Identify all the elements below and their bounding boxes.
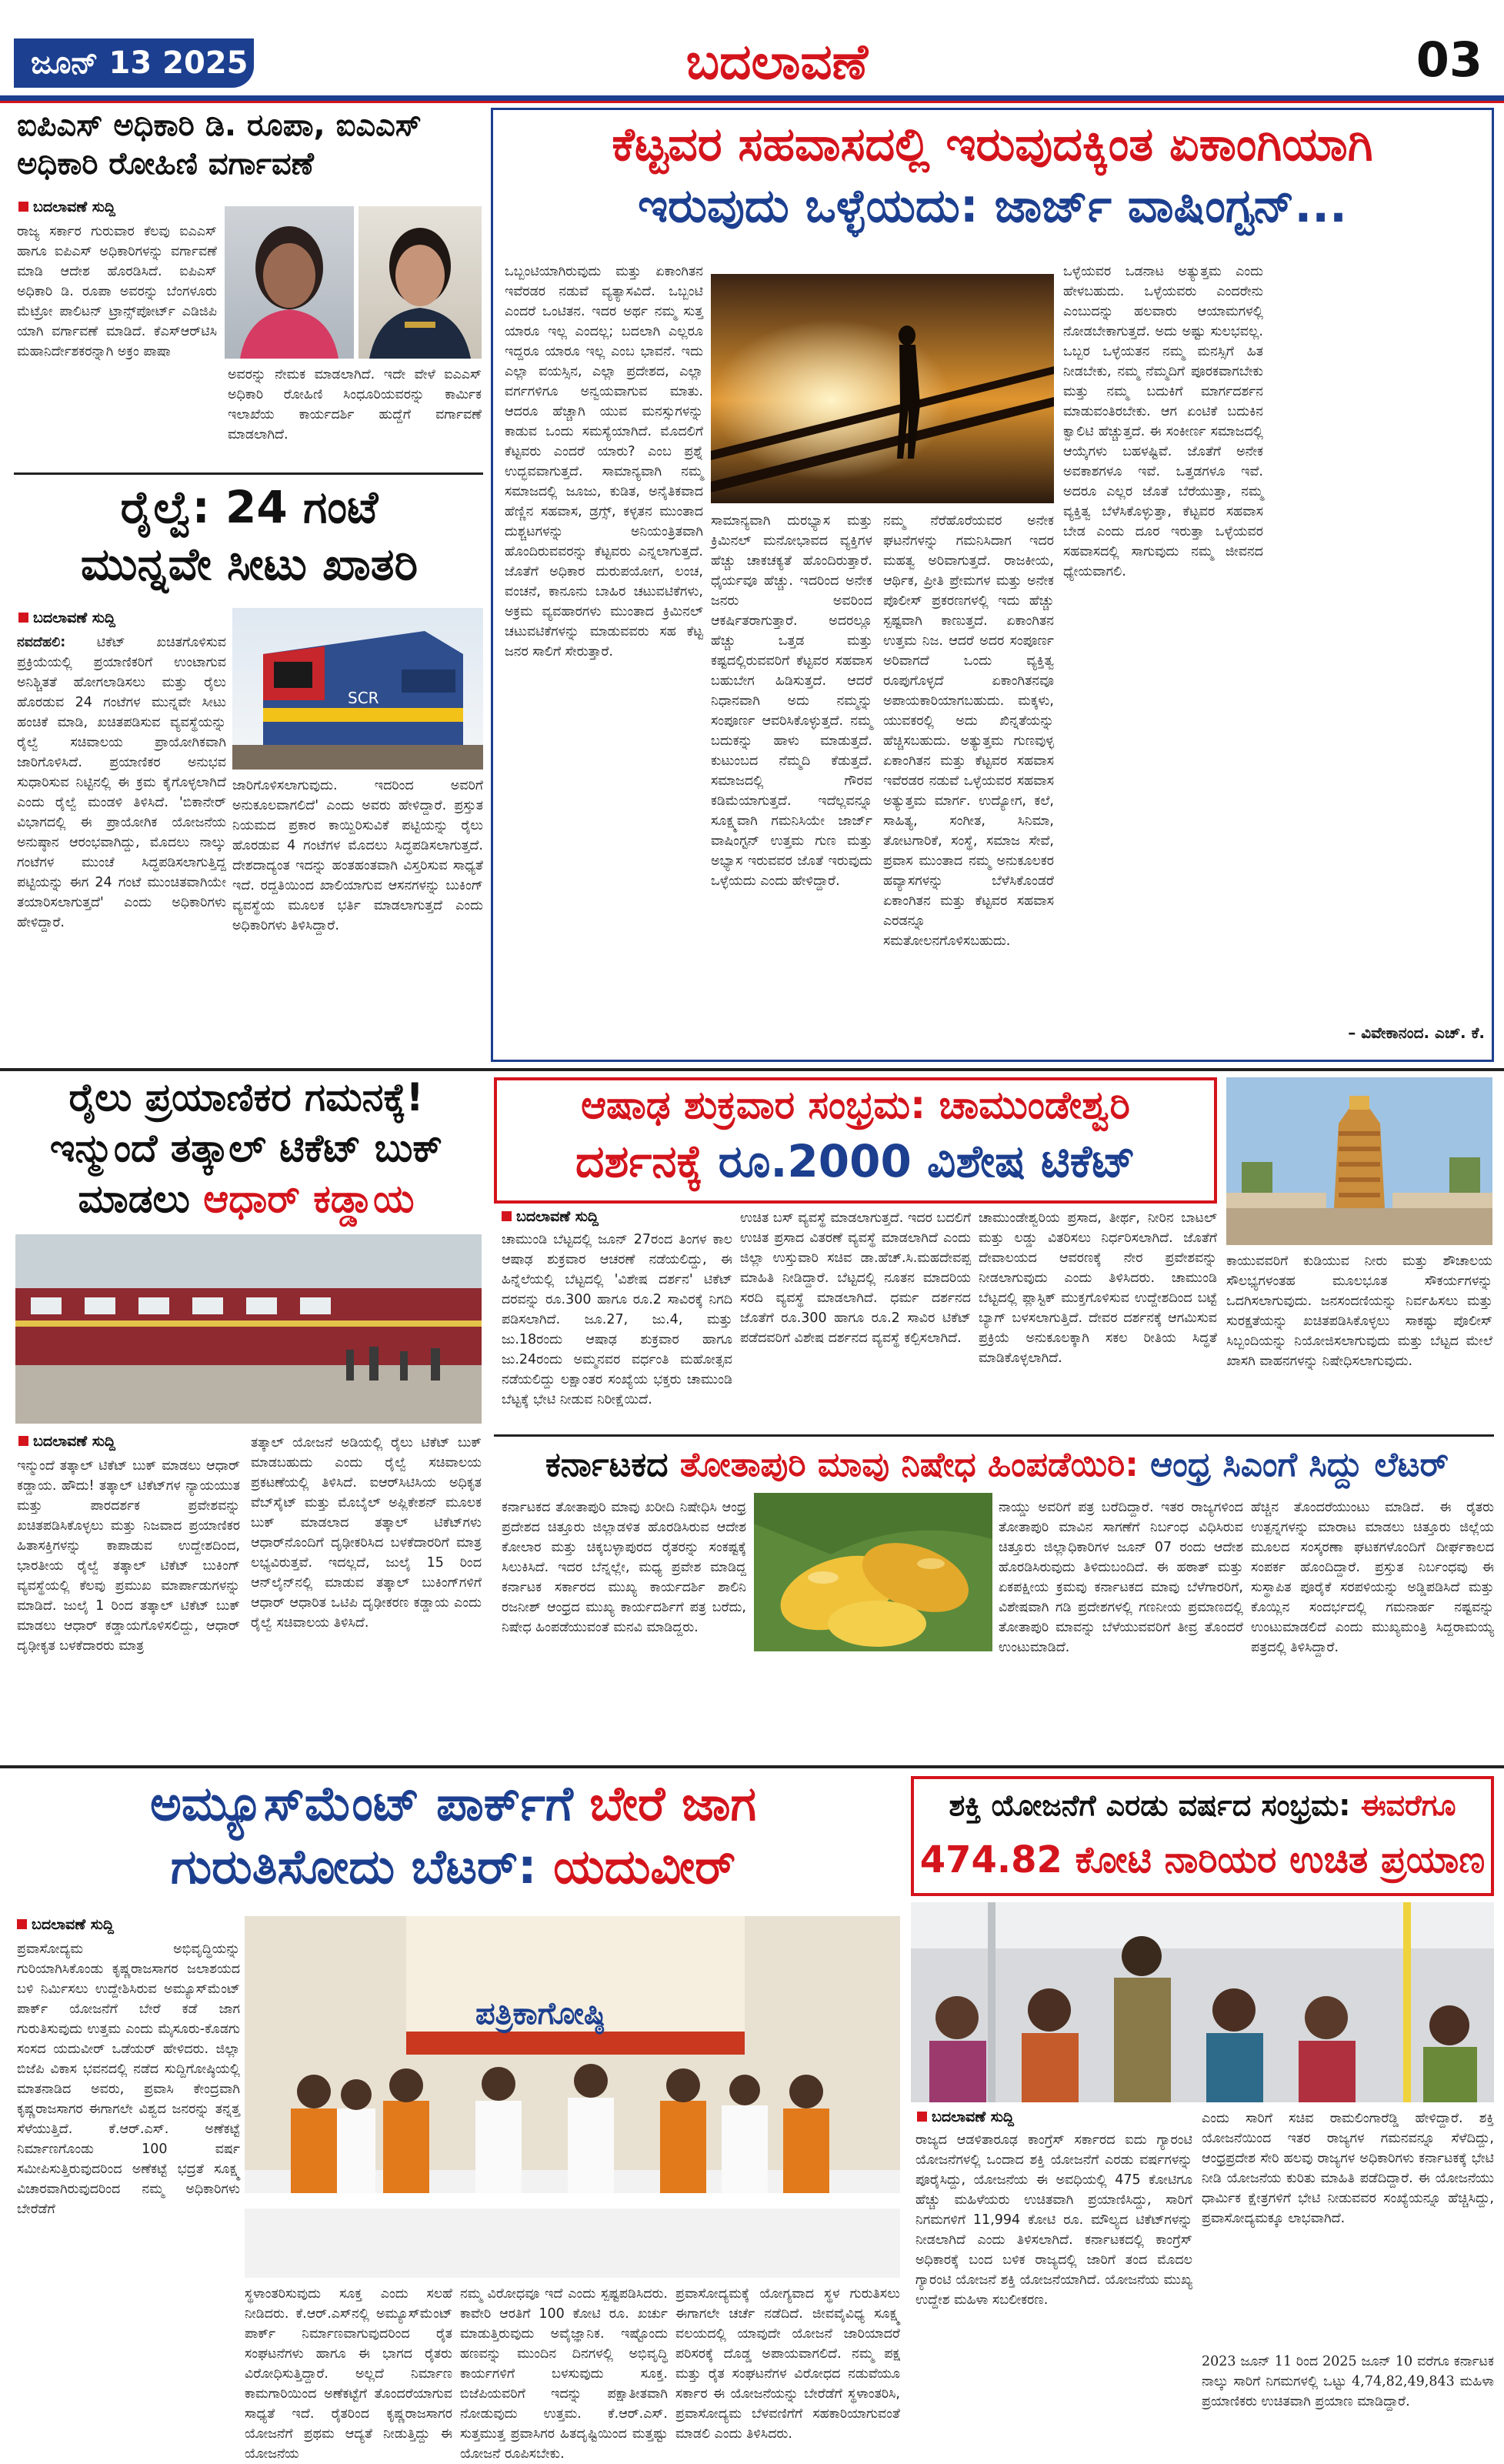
- photo-press-meet: [245, 1916, 900, 2278]
- story-tatkal-headline-3a: ಮಾಡಲು: [78, 1177, 190, 1221]
- story-shakti-byline: ಬದಲಾವಣೆ ಸುದ್ದಿ: [917, 2108, 1014, 2125]
- story-railway-dateline: ನವದೆಹಲಿ:: [17, 635, 66, 650]
- story-railway-headline-1: ರೈಲ್ವೆ: 24 ಗಂಟೆ: [120, 481, 379, 533]
- story-railway-byline: ಬದಲಾವಣೆ ಸುದ್ದಿ: [18, 609, 115, 626]
- issue-date: ಜೂನ್ 13 2025: [14, 38, 254, 88]
- story-yaduveer-headline-1: [11, 1776, 895, 1831]
- story-tatkal-byline: ಬದಲಾವಣೆ ಸುದ್ದಿ: [18, 1433, 115, 1450]
- story-washington-col-3: ನಮ್ಮ ನೆರೆಹೊರೆಯವರ ಅನೇಕ ಘಟನೆಗಳನ್ನು ಗಮನಿಸಿದಾಗ ಇದರ ಮಹತ್ವ ಅರಿವಾಗುತ್ತದೆ. ರಾಜಕೀಯ, ಆರ್ಥಿಕ, ಪ್ರೀತಿ ಪ್ರೇಮಗಳ ಮತ್ತು ಅನೇಕ ಪೊಲೀಸ್ ಪ್ರಕರಣಗಳಲ್ಲಿ ಇದು ಹೆಚ್ಚು ಸ್ಪಷ್ಟವಾಗಿ ಕಾಣುತ್ತದೆ. ಏಕಾಂಗಿತನ ಉತ್ತಮ ನಿಜ. ಆದರೆ ಅದರ ಸಂಪೂರ್ಣ ಅರಿವಾಗದೆ ಒಂದು ವ್ಯಕ್ತಿತ್ವ ರೂಪುಗೊಳ್ಳದೆ ಏಕಾಂಗಿತನವೂ ಅಪಾಯಕಾರಿಯಾಗಬಹುದು. ಮಕ್ಕಳು, ಯುವಕರಲ್ಲಿ ಅದು ಖಿನ್ನತೆಯನ್ನು ಹೆಚ್ಚಿಸಬಹುದು. ಅತ್ಯುತ್ತಮ ಗುಣವುಳ್ಳ ಏಕಾಂಗಿತನ ಮತ್ತು ಕೆಟ್ಟವರ ಸಹವಾಸ ಇವೆರಡರ ನಡುವೆ ಒಳ್ಳೆಯವರ ಸಹವಾಸ ಅತ್ಯುತ್ತಮ ಮಾರ್ಗ. ಉದ್ಯೋಗ, ಕಲೆ, ಸಾಹಿತ್ಯ, ಸಂಗೀತ, ಸಿನಿಮಾ, ತೋಟಗಾರಿಕೆ, ಸಂಸ್ಥೆ, ಸಮಾಜ ಸೇವೆ, ಪ್ರವಾಸ ಮುಂತಾದ ನಮ್ಮ ಅನುಕೂಲಕರ ಹವ್ಯಾಸಗಳನ್ನು ಬೆಳೆಸಿಕೊಂಡರೆ ಏಕಾಂಗಿತನ ಮತ್ತು ಕೆಟ್ಟವರ ಸಹವಾಸ ಎರಡನ್ನೂ ಸಮತೋಲನಗೊಳಿಸಬಹುದು.: [883, 513, 1054, 949]
- story-washington-headline-1: ಕೆಟ್ಟವರ ಸಹವಾಸದಲ್ಲಿ ಇರುವುದಕ್ಕಿಂತ ಏಕಾಂಗಿಯಾಗಿ: [612, 118, 1373, 172]
- story-mango-headline-c: ಆಂಧ್ರ ಸಿಎಂಗೆ ಸಿದ್ದು ಲೆಟರ್: [1150, 1445, 1449, 1484]
- story-shakti-col-1: ರಾಜ್ಯದ ಆಡಳಿತಾರೂಢ ಕಾಂಗ್ರೆಸ್ ಸರ್ಕಾರದ ಐದು ಗ್ಯಾರಂಟಿ ಯೋಜನೆಗಳಲ್ಲಿ ಒಂದಾದ ಶಕ್ತಿ ಯೋಜನೆಗೆ ಎರಡು ವರ್ಷಗಳನ್ನು ಪೂರೈಸಿದ್ದು, ಯೋಜನೆಯ ಈ ಅವಧಿಯಲ್ಲಿ 475 ಕೋಟಿಗೂ ಹೆಚ್ಚು ಮಹಿಳೆಯರು ಉಚಿತವಾಗಿ ಪ್ರಯಾಣಿಸಿದ್ದು, ಸಾರಿಗೆ ನಿಗಮಗಳಿಗೆ 11,994 ಕೋಟಿ ರೂ. ಮೌಲ್ಯದ ಟಿಕೆಟ್‌ಗಳನ್ನು ನೀಡಲಾಗಿದೆ ಎಂದು ತಿಳಿಸಲಾಗಿದೆ. ಕರ್ನಾಟಕದಲ್ಲಿ ಕಾಂಗ್ರೆಸ್ ಅಧಿಕಾರಕ್ಕೆ ಬಂದ ಬಳಿಕ ರಾಜ್ಯದಲ್ಲಿ ಜಾರಿಗೆ ತಂದ ಮೊದಲ ಗ್ಯಾರಂಟಿ ಯೋಜನೆ ಶಕ್ತಿ ಯೋಜನೆಯಾಗಿದೆ. ಯೋಜನೆಯ ಮುಖ್ಯ ಉದ್ದೇಶ ಮಹಿಳಾ ಸಬಲೀಕರಣ.: [915, 2132, 1192, 2308]
- photo-officer-2: [358, 206, 482, 359]
- story-mango-col-1: ಕರ್ನಾಟಕದ ತೋತಾಪುರಿ ಮಾವು ಖರೀದಿ ನಿಷೇಧಿಸಿ ಆಂಧ್ರ ಪ್ರದೇಶದ ಚಿತ್ತೂರು ಜಿಲ್ಲಾಡಳಿತ ಹೊರಡಿಸಿರುವ ಆದೇಶ ಕೋಲಾರ ಮತ್ತು ಚಿಕ್ಕಬಳ್ಳಾಪುರದ ರೈತರನ್ನು ಸಂಕಷ್ಟಕ್ಕೆ ಸಿಲುಕಿಸಿದೆ. ಇದರ ಬೆನ್ನಲ್ಲೇ, ಮಧ್ಯ ಪ್ರವೇಶ ಮಾಡಿದ್ದ ಕರ್ನಾಟಕ ಸರ್ಕಾರದ ಮುಖ್ಯ ಕಾರ್ಯದರ್ಶಿ ಶಾಲಿನಿ ರಜನೀಶ್ ಆಂಧ್ರದ ಮುಖ್ಯ ಕಾರ್ಯದರ್ಶಿಗೆ ಪತ್ರ ಬರೆದು, ನಿಷೇಧ ಹಿಂಪಡೆಯುವಂತೆ ಮನವಿ ಮಾಡಿದ್ದರು.: [502, 1500, 746, 1635]
- story-yaduveer-col-3: ನಮ್ಮ ವಿರೋಧವೂ ಇದೆ ಎಂದು ಸ್ಪಷ್ಟಪಡಿಸಿದರು. ಕಾವೇರಿ ಆರತಿಗೆ 100 ಕೋಟಿ ರೂ. ಖರ್ಚು ಮಾಡುತ್ತಿರುವುದು ಅವೈಜ್ಞಾನಿಕ. ಇಷ್ಟೊಂದು ಹಣವನ್ನು ಮುಂದಿನ ದಿನಗಳಲ್ಲಿ ಅಭಿವೃದ್ಧಿ ಕಾರ್ಯಗಳಿಗೆ ಬಳಸುವುದು ಸೂಕ್ತ. ಬಿಜೆಪಿಯವರಿಗೆ ಇದನ್ನು ಪಕ್ಷಾತೀತವಾಗಿ ನೋಡುವುದು ಉತ್ತಮ. ಕೆ.ಆರ್.ಎಸ್. ಸುತ್ತಮುತ್ತ ಪ್ರವಾಸಿಗರ ಹಿತದೃಷ್ಟಿಯಿಂದ ಮತ್ತಷ್ಟು ಯೋಜನೆ ರೂಪಿಸಬೇಕು.: [460, 2286, 668, 2462]
- story-mango-col-2: ನಾಯ್ಡು ಅವರಿಗೆ ಪತ್ರ ಬರೆದಿದ್ದಾರೆ. ಇತರ ರಾಜ್ಯಗಳಿಂದ ತೋತಾಪುರಿ ಮಾವಿನ ಸಾಗಣೆಗೆ ನಿರ್ಬಂಧ ವಿಧಿಸಿರುವ ಚಿತ್ತೂರು ಜಿಲ್ಲಾಧಿಕಾರಿಗಳ ಜೂನ್ 07 ರಂದು ಆದೇಶ ಹೊರಡಿಸಿರುವುದು ತಿಳಿದುಬಂದಿದೆ. ಈ ಹಠಾತ್ ಮತ್ತು ಏಕಪಕ್ಷೀಯ ಕ್ರಮವು ಕರ್ನಾಟಕದ ಮಾವು ಬೆಳೆಗಾರರಿಗೆ, ವಿಶೇಷವಾಗಿ ಗಡಿ ಪ್ರದೇಶಗಳಲ್ಲಿ ಗಣನೀಯ ಪ್ರಮಾಣದಲ್ಲಿ ತೋತಾಪುರಿ ಮಾವನ್ನು ಬೆಳೆಯುವವರಿಗೆ ತೀವ್ರ ತೊಂದರೆ ಉಂಟುಮಾಡಿದೆ.: [999, 1500, 1243, 1655]
- photo-press-meet-banner: ಪತ್ರಿಕಾಗೋಷ್ಠಿ: [475, 1996, 605, 2032]
- story-railway-headline-2: ಮುನ್ನವೇ ಸೀಟು ಖಾತರಿ: [80, 538, 419, 590]
- story-chamundi-byline: ಬದಲಾವಣೆ ಸುದ್ದಿ: [502, 1208, 599, 1225]
- photo-locomotive: [232, 608, 483, 770]
- story-tatkal-headline-3: [0, 1177, 492, 1222]
- story-shakti-stat: 2023 ಜೂನ್ 11 ರಿಂದ 2025 ಜೂನ್ 10 ವರೆಗೂ ಕರ್ನಾಟಕ ನಾಲ್ಕು ಸಾರಿಗೆ ನಿಗಮಗಳಲ್ಲಿ ಒಟ್ಟು 4,74,82,49,843 ಮಹಿಳಾ ಪ್ರಯಾಣಿಕರು ಉಚಿತವಾಗಿ ಪ್ರಯಾಣ ಮಾಡಿದ್ದಾರೆ.: [1202, 2354, 1494, 2409]
- story-yaduveer-col-2: ಸ್ಥಳಾಂತರಿಸುವುದು ಸೂಕ್ತ ಎಂದು ಸಲಹೆ ನೀಡಿದರು. ಕೆ.ಆರ್.ಎಸ್‌ನಲ್ಲಿ ಅಮ್ಯೂಸ್‌ಮೆಂಟ್ ಪಾರ್ಕ್ ನಿರ್ಮಾಣವಾಗುವುದರಿಂದ ರೈತ ಸಂಘಟನೆಗಳು ಹಾಗೂ ಈ ಭಾಗದ ರೈತರು ವಿರೋಧಿಸುತ್ತಿದ್ದಾರೆ. ಅಲ್ಲದೆ ನಿರ್ಮಾಣ ಕಾಮಗಾರಿಯಿಂದ ಅಣೆಕಟ್ಟೆಗೆ ತೊಂದರೆಯಾಗುವ ಸಾಧ್ಯತೆ ಇದೆ. ರೈತರಿಂದ ಕೃಷ್ಣರಾಜಸಾಗರ ಯೋಜನೆಗೆ ಪ್ರಥಮ ಆದ್ಯತೆ ನೀಡುತ್ತಿದ್ದು ಈ ಯೋಜನೆಯ: [245, 2286, 452, 2462]
- story-washington-col-1: ಒಬ್ಬಂಟಿಯಾಗಿರುವುದು ಮತ್ತು ಏಕಾಂಗಿತನ ಇವೆರಡರ ನಡುವೆ ವ್ಯತ್ಯಾಸವಿದೆ. ಒಬ್ಬಂಟಿ ಎಂದರೆ ಒಂಟಿತನ. ಇದರ ಅರ್ಥ ನಮ್ಮ ಸುತ್ತ ಯಾರೂ ಇಲ್ಲ ಎಂದಲ್ಲ; ಬದಲಾಗಿ ಎಲ್ಲರೂ ಇದ್ದರೂ ಯಾರೂ ಇಲ್ಲ ಎಂಬ ಭಾವನೆ. ಇದು ಎಲ್ಲಾ ವಯಸ್ಸಿನ, ಎಲ್ಲಾ ಪ್ರದೇಶದ, ಎಲ್ಲಾ ವರ್ಗಗಳಿಗೂ ಅನ್ವಯವಾಗುವ ಮಾತು. ಆದರೂ ಹೆಚ್ಚಾಗಿ ಯುವ ಮನಸ್ಸುಗಳನ್ನು ಕಾಡುವ ಒಂದು ಸಮಸ್ಯೆಯಾಗಿದೆ. ಮೊದಲಿಗೆ ಕೆಟ್ಟವರು ಎಂದರೆ ಯಾರು? ಎಂಬ ಪ್ರಶ್ನೆ ಉದ್ಭವವಾಗುತ್ತದೆ. ಸಾಮಾನ್ಯವಾಗಿ ನಮ್ಮ ಸಮಾಜದಲ್ಲಿ ಜೂಜು, ಕುಡಿತ, ಅನೈತಿಕವಾದ ಹೆಣ್ಣಿನ ಸಹವಾಸ, ಡ್ರಗ್ಸ್, ಕಳ್ಳತನ ಮುಂತಾದ ದುಶ್ಚಟಗಳನ್ನು ಅನಿಯಂತ್ರಿತವಾಗಿ ಹೊಂದಿರುವವರನ್ನು ಕೆಟ್ಟವರು ಎನ್ನಲಾಗುತ್ತದೆ. ಜೊತೆಗೆ ಅಧಿಕಾರ ದುರುಪಯೋಗ, ಲಂಚ, ವಂಚನೆ, ಕಾನೂನು ಬಾಹಿರ ಚಟುವಟಿಕೆಗಳು, ಅಕ್ರಮ ವ್ಯವಹಾರಗಳು ಮುಂತಾದ ಕ್ರಿಮಿನಲ್ ಚಟುವಟಿಕೆಗಳನ್ನು ಮಾಡುವವರು ಸಹ ಕೆಟ್ಟ ಜನರ ಸಾಲಿಗೆ ಸೇರುತ್ತಾರೆ.: [505, 264, 703, 659]
- divider: [0, 1765, 1504, 1768]
- story-yaduveer-headline-1a: ಅಮ್ಯೂಸ್‌ಮೆಂಟ್ ಪಾರ್ಕ್‌ಗೆ: [149, 1775, 573, 1831]
- photo-sunset-silhouette: [711, 274, 1054, 503]
- masthead-rule: [0, 95, 1504, 101]
- story-mango-headline-a: ಕರ್ನಾಟಕದ: [545, 1445, 669, 1484]
- story-chamundi-headline-2b: ರೂ.2000 ವಿಶೇಷ ಟಿಕೆಟ್: [718, 1135, 1136, 1187]
- story-yaduveer-headline-1b: ಬೇರೆ ಜಾಗ: [589, 1775, 757, 1831]
- photo-mangoes: [754, 1493, 992, 1651]
- story-railway-body-2: ಜಾರಿಗೊಳಿಸಲಾಗುವುದು. ಇದರಿಂದ ಅವರಿಗೆ ಅನುಕೂಲವಾಗಲಿದೆ' ಎಂದು ಅವರು ಹೇಳಿದ್ದಾರೆ. ಪ್ರಸ್ತುತ ನಿಯಮದ ಪ್ರಕಾರ ಕಾಯ್ದಿರಿಸುವಿಕೆ ಪಟ್ಟಿಯನ್ನು ರೈಲು ಹೊರಡುವ 4 ಗಂಟೆಗಳ ಮೊದಲು ಸಿದ್ಧಪಡಿಸಲಾಗುತ್ತದೆ. ದೇಶದಾದ್ಯಂತ ಇದನ್ನು ಹಂತಹಂತವಾಗಿ ವಿಸ್ತರಿಸುವ ಸಾಧ್ಯತೆ ಇದೆ. ರದ್ದತಿಯಿಂದ ಖಾಲಿಯಾಗುವ ಆಸನಗಳನ್ನು ಬುಕಿಂಗ್ ವ್ಯವಸ್ಥೆಯ ಮೂಲಕ ಭರ್ತಿ ಮಾಡಲಾಗುತ್ತದೆ ಎಂದು ಅಧಿಕಾರಿಗಳು ತಿಳಿಸಿದ್ದಾರೆ.: [232, 778, 483, 933]
- story-shakti-headline-1: [917, 1781, 1488, 1830]
- divider: [494, 1434, 1494, 1437]
- story-mango-col-3: ಹೆಚ್ಚಿನ ತೊಂದರೆಯುಂಟು ಮಾಡಿದೆ. ಈ ರೈತರು ಉತ್ಪನ್ನಗಳನ್ನು ಮಾರಾಟ ಮಾಡಲು ಚಿತ್ತೂರು ಜಿಲ್ಲೆಯ ಮೂಲದ ಸಂಸ್ಕರಣಾ ಘಟಕಗಳೊಂದಿಗೆ ದೀರ್ಘಕಾಲದ ಸಂಪರ್ಕ ಹೊಂದಿದ್ದಾರೆ. ಪ್ರಸ್ತುತ ನಿರ್ಬಂಧವು ಈ ಸುಸ್ಥಾಪಿತ ಪೂರೈಕೆ ಸರಪಳಿಯನ್ನು ಅಡ್ಡಿಪಡಿಸಿದೆ ಮತ್ತು ಕೊಯ್ಲಿನ ಸಂದರ್ಭದಲ್ಲಿ ಗಮನಾರ್ಹ ನಷ್ಟವನ್ನು ಉಂಟುಮಾಡಲಿದೆ ಎಂದು ಮುಖ್ಯಮಂತ್ರಿ ಸಿದ್ದರಾಮಯ್ಯ ಪತ್ರದಲ್ಲಿ ತಿಳಿಸಿದ್ದಾರೆ.: [1251, 1500, 1494, 1655]
- story-chamundi-col-1: ಚಾಮುಂಡಿ ಬೆಟ್ಟದಲ್ಲಿ ಜೂನ್ 27ರಂದ ತಿಂಗಳ ಕಾಲ ಆಷಾಢ ಶುಕ್ರವಾರ ಆಚರಣೆ ನಡೆಯಲಿದ್ದು, ಈ ಹಿನ್ನೆಲೆಯಲ್ಲಿ ಬೆಟ್ಟದಲ್ಲಿ 'ವಿಶೇಷ ದರ್ಶನ' ಟಿಕೆಟ್ ದರವನ್ನು ರೂ.300 ಹಾಗೂ ರೂ.2 ಸಾವಿರಕ್ಕೆ ನಿಗದಿ ಪಡಿಸಲಾಗಿದೆ. ಜೂ.27, ಜು.4, ಮತ್ತು ಜು.18ರಂದು ಆಷಾಢ ಶುಕ್ರವಾರ ಹಾಗೂ ಜು.24ರಂದು ಅಮ್ಮನವರ ವರ್ಧಂತಿ ಮಹೋತ್ಸವ ನಡೆಯಲಿದ್ದು ಲಕ್ಷಾಂತರ ಸಂಖ್ಯೆಯ ಭಕ್ತರು ಚಾಮುಂಡಿ ಬೆಟ್ಟಕ್ಕೆ ಭೇಟಿ ನೀಡುವ ನಿರೀಕ್ಷೆಯಿದೆ.: [502, 1232, 732, 1407]
- story-mango-headline: [500, 1442, 1494, 1488]
- story-chamundi-col-2: ಉಚಿತ ಬಸ್ ವ್ಯವಸ್ಥೆ ಮಾಡಲಾಗುತ್ತದೆ. ಇದರ ಬದಲಿಗೆ ಉಚಿತ ಪ್ರಸಾದ ವಿತರಣೆ ವ್ಯವಸ್ಥೆ ಮಾಡಲಾಗಿದೆ ಎಂದು ಜಿಲ್ಲಾ ಉಸ್ತುವಾರಿ ಸಚಿವ ಡಾ.ಹೆಚ್.ಸಿ.ಮಹದೇವಪ್ಪ ಮಾಹಿತಿ ನೀಡಿದ್ದಾರೆ. ಬೆಟ್ಟದಲ್ಲಿ ನೂತನ ಮಾದರಿಯ ಸರದಿ ವ್ಯವಸ್ಥೆ ಮಾಡಲಾಗಿದೆ. ಧರ್ಮ ದರ್ಶನದ ಜೊತೆಗೆ ರೂ.300 ಹಾಗೂ ರೂ.2 ಸಾವಿರ ಟಿಕೆಟ್ ಪಡೆದವರಿಗೆ ವಿಶೇಷ ದರ್ಶನದ ವ್ಯವಸ್ಥೆ ಕಲ್ಪಿಸಲಾಗಿದೆ.: [740, 1210, 971, 1346]
- story-tatkal-headline-2: ಇನ್ಮುಂದೆ ತತ್ಕಾಲ್ ಟಿಕೆಟ್ ಬುಕ್: [49, 1126, 443, 1170]
- story-chamundi-headline-1: ಆಷಾಢ ಶುಕ್ರವಾರ ಸಂಭ್ರಮ: ಚಾಮುಂಡೇಶ್ವರಿ: [581, 1083, 1130, 1127]
- story-rupa-body-2: ಅವರನ್ನು ನೇಮಕ ಮಾಡಲಾಗಿದೆ. ಇದೇ ವೇಳೆ ಐಎಎಸ್ ಅಧಿಕಾರಿ ರೋಹಿಣಿ ಸಿಂಧೂರಿಯವರನ್ನು ಕಾರ್ಮಿಕ ಇಲಾಖೆಯ ಕಾರ್ಯದರ್ಶಿ ಹುದ್ದೆಗೆ ವರ್ಗಾವಣೆ ಮಾಡಲಾಗಿದೆ.: [228, 367, 482, 442]
- paper-name: ಬದಲಾವಣೆ: [685, 34, 869, 91]
- page-number: 03: [1416, 32, 1482, 88]
- story-chamundi-headline-2: [502, 1136, 1209, 1187]
- story-washington-author: – ವಿವೇಕಾನಂದ. ಎಚ್. ಕೆ.: [1348, 1023, 1485, 1042]
- story-yaduveer-headline-2b: ಯದುವೀರ್: [553, 1838, 736, 1895]
- story-washington-headline-2: ಇರುವುದು ಒಳ್ಳೆಯದು: ಜಾರ್ಜ್ ವಾಷಿಂಗ್ಟನ್...: [638, 179, 1347, 233]
- story-rupa-byline: ಬದಲಾವಣೆ ಸುದ್ದಿ: [18, 199, 115, 215]
- story-tatkal-body-2: ತತ್ಕಾಲ್ ಯೋಜನೆ ಅಡಿಯಲ್ಲಿ ರೈಲು ಟಿಕೆಟ್ ಬುಕ್ ಮಾಡಬಹುದು ಎಂದು ರೈಲ್ವೆ ಸಚಿವಾಲಯ ಪ್ರಕಟಣೆಯಲ್ಲಿ ತಿಳಿಸಿದೆ. ಐಆರ್‌ಸಿಟಿಸಿಯ ಅಧಿಕೃತ ವೆಬ್‌ಸೈಟ್ ಮತ್ತು ಮೊಬೈಲ್ ಅಪ್ಲಿಕೇಶನ್ ಮೂಲಕ ಬುಕ್ ಮಾಡಲಾದ ತತ್ಕಾಲ್ ಟಿಕೆಟ್‌ಗಳು ಆಧಾರ್‌ನೊಂದಿಗೆ ದೃಢೀಕರಿಸಿದ ಬಳಕೆದಾರರಿಗೆ ಮಾತ್ರ ಲಭ್ಯವಿರುತ್ತವೆ. ಇದಲ್ಲದೆ, ಜುಲೈ 15 ರಿಂದ ಆನ್‌ಲೈನ್‌ನಲ್ಲಿ ಮಾಡುವ ತತ್ಕಾಲ್ ಬುಕಿಂಗ್‌ಗಳಿಗೆ ಆಧಾರ್ ಆಧಾರಿತ ಒಟಿಪಿ ದೃಢೀಕರಣ ಕಡ್ಡಾಯ ಎಂದು ರೈಲ್ವೆ ಸಚಿವಾಲಯ ತಿಳಿಸಿದೆ.: [251, 1435, 482, 1631]
- divider: [14, 472, 483, 475]
- story-chamundi-col-3: ಚಾಮುಂಡೇಶ್ವರಿಯ ಪ್ರಸಾದ, ತೀರ್ಥ, ನೀರಿನ ಬಾಟಲ್ ಮತ್ತು ಲಡ್ಡು ವಿತರಿಸಲು ನಿರ್ಧರಿಸಲಾಗಿದೆ. ಜೊತೆಗೆ ದೇವಾಲಯದ ಆವರಣಕ್ಕೆ ನೇರ ಪ್ರವೇಶವನ್ನು ನೀಡಲಾಗುವುದು ಎಂದು ತಿಳಿಸಿದರು. ಚಾಮುಂಡಿ ಬೆಟ್ಟದಲ್ಲಿ ಪ್ಲಾಸ್ಟಿಕ್ ಮುಕ್ತಗೊಳಿಸುವ ಉದ್ದೇಶದಿಂದ ಬಟ್ಟೆ ಬ್ಯಾಗ್ ಬಳಸಲಾಗುತ್ತಿದೆ. ದೇವರ ದರ್ಶನಕ್ಕೆ ಆಗಮಿಸುವ ಪ್ರಕ್ರಿಯೆ ಅನುಕೂಲಕ್ಕಾಗಿ ಸಕಲ ರೀತಿಯ ಸಿದ್ಧತೆ ಮಾಡಿಕೊಳ್ಳಲಾಗಿದೆ.: [979, 1210, 1217, 1366]
- story-tatkal-headline-1: ರೈಲು ಪ್ರಯಾಣಿಕರ ಗಮನಕ್ಕೆ!: [68, 1075, 424, 1120]
- story-yaduveer-col-1: ಪ್ರವಾಸೋದ್ಯಮ ಅಭಿವೃದ್ಧಿಯನ್ನು ಗುರಿಯಾಗಿಸಿಕೊಂಡು ಕೃಷ್ಣರಾಜಸಾಗರ ಜಲಾಶಯದ ಬಳಿ ನಿರ್ಮಿಸಲು ಉದ್ದೇಶಿಸಿರುವ ಅಮ್ಯೂಸ್‌ಮೆಂಟ್ ಪಾರ್ಕ್ ಯೋಜನೆಗೆ ಬೇರೆ ಕಡೆ ಜಾಗ ಗುರುತಿಸುವುದು ಉತ್ತಮ ಎಂದು ಮೈಸೂರು-ಕೊಡಗು ಸಂಸದ ಯದುವೀರ್ ಒಡೆಯರ್ ಹೇಳಿದರು. ಜಿಲ್ಲಾ ಬಿಜೆಪಿ ವಿಕಾಸ ಭವನದಲ್ಲಿ ನಡೆದ ಸುದ್ದಿಗೋಷ್ಠಿಯಲ್ಲಿ ಮಾತನಾಡಿದ ಅವರು, ಪ್ರವಾಸಿ ಕೇಂದ್ರವಾಗಿ ಕೃಷ್ಣರಾಜಸಾಗರ ಈಗಾಗಲೇ ವಿಶ್ವದ ಜನರನ್ನು ತನ್ನತ್ತ ಸೆಳೆಯುತ್ತಿದೆ. ಕೆ.ಆರ್.ಎಸ್. ಅಣೆಕಟ್ಟೆ ನಿರ್ಮಾಣಗೊಂಡು 100 ವರ್ಷ ಸಮೀಪಿಸುತ್ತಿರುವುದರಿಂದ ಅಣೆಕಟ್ಟೆ ಭದ್ರತೆ ಸೂಕ್ಷ್ಮ ವಿಚಾರವಾಗಿರುವುದರಿಂದ ನಮ್ಮ ಅಧಿಕಾರಿಗಳು ಬೇರೆಡೆಗೆ: [17, 1941, 240, 2217]
- story-mango-headline-b: ತೋತಾಪುರಿ ಮಾವು ನಿಷೇಧ ಹಿಂಪಡೆಯಿರಿ:: [679, 1445, 1139, 1484]
- story-yaduveer-headline-2: [11, 1839, 895, 1894]
- story-tatkal-headline-3b: ಆಧಾರ್ ಕಡ್ಡಾಯ: [203, 1177, 415, 1221]
- story-rupa-headline-1: ಐಪಿಎಸ್ ಅಧಿಕಾರಿ ಡಿ. ರೂಪಾ, ಐಎಎಸ್: [17, 108, 422, 143]
- story-yaduveer-byline: ಬದಲಾವಣೆ ಸುದ್ದಿ: [17, 1916, 114, 1933]
- story-railway-body-text: ಟಿಕೆಟ್ ಖಚಿತಗೊಳಿಸುವ ಪ್ರಕ್ರಿಯೆಯಲ್ಲಿ ಪ್ರಯಾಣಿಕರಿಗೆ ಉಂಟಾಗುವ ಅನಿಶ್ಚಿತತೆ ಹೋಗಲಾಡಿಸಲು ಮತ್ತು ರೈಲು ಹೊರಡುವ 24 ಗಂಟೆಗಳ ಮುನ್ನವೇ ಸೀಟು ಹಂಚಿಕೆ ಮಾಡಿ, ಖಚಿತಪಡಿಸುವ ವ್ಯವಸ್ಥೆಯನ್ನು ರೈಲ್ವೆ ಸಚಿವಾಲಯ ಪ್ರಾಯೋಗಿಕವಾಗಿ ಜಾರಿಗೊಳಿಸಿದೆ. ಪ್ರಯಾಣಿಕರ ಅನುಭವ ಸುಧಾರಿಸುವ ನಿಟ್ಟಿನಲ್ಲಿ ಈ ಕ್ರಮ ಕೈಗೊಳ್ಳಲಾಗಿದೆ ಎಂದು ರೈಲ್ವೆ ಮಂಡಳಿ ತಿಳಿಸಿದೆ. 'ಬಿಕಾನೇರ್ ವಿಭಾಗದಲ್ಲಿ ಈ ಪ್ರಾಯೋಗಿಕ ಯೋಜನೆಯ ಅನುಷ್ಠಾನ ಆರಂಭವಾಗಿದ್ದು, ಮೊದಲು ನಾಲ್ಕು ಗಂಟೆಗಳ ಮುಂಚೆ ಸಿದ್ಧಪಡಿಸಲಾಗುತ್ತಿದ್ದ ಪಟ್ಟಿಯನ್ನು ಈಗ 24 ಗಂಟೆ ಮುಂಚಿತವಾಗಿಯೇ ತಯಾರಿಸಲಾಗುತ್ತದೆ' ಎಂದು ಅಧಿಕಾರಿಗಳು ಹೇಳಿದ್ದಾರೆ.: [17, 635, 226, 930]
- story-shakti-headline-1b: ಈವರೆಗೂ: [1360, 1788, 1456, 1822]
- photo-bus-women: [911, 1902, 1494, 2102]
- story-washington-col-5: [1269, 262, 1485, 1000]
- story-washington-col-2: ಸಾಮಾನ್ಯವಾಗಿ ದುರಭ್ಯಾಸ ಮತ್ತು ಕ್ರಿಮಿನಲ್ ಮನೋಭಾವದ ವ್ಯಕ್ತಿಗಳ ಹೆಚ್ಚು ಚಾಕಚಕ್ಯತೆ ಹೊಂದಿರುತ್ತಾರೆ. ಧೈರ್ಯವೂ ಹೆಚ್ಚು. ಇದರಿಂದ ಅನೇಕ ಜನರು ಅವರಿಂದ ಆಕರ್ಷಿತರಾಗುತ್ತಾರೆ. ಅದರಲ್ಲೂ ಹೆಚ್ಚು ಒತ್ತಡ ಮತ್ತು ಕಷ್ಟದಲ್ಲಿರುವವರಿಗೆ ಕೆಟ್ಟವರ ಸಹವಾಸ ಬಹುಬೇಗ ಹಿಡಿಸುತ್ತದೆ. ಆದರೆ ನಿಧಾನವಾಗಿ ಅದು ನಮ್ಮನ್ನು ಸಂಪೂರ್ಣ ಆವರಿಸಿಕೊಳ್ಳುತ್ತದೆ. ನಮ್ಮ ಬದುಕನ್ನು ಹಾಳು ಮಾಡುತ್ತದೆ. ಕುಟುಂಬದ ನೆಮ್ಮದಿ ಕೆಡುತ್ತದೆ. ಸಮಾಜದಲ್ಲಿ ಗೌರವ ಕಡಿಮೆಯಾಗುತ್ತದೆ. ಇದೆಲ್ಲವನ್ನೂ ಸೂಕ್ಷ್ಮವಾಗಿ ಗಮನಿಸಿಯೇ ಜಾರ್ಜ್ ವಾಷಿಂಗ್ಟನ್ ಉತ್ತಮ ಗುಣ ಮತ್ತು ಅಭ್ಯಾಸ ಇರುವವರ ಜೊತೆ ಇರುವುದು ಒಳ್ಳೆಯದು ಎಂದು ಹೇಳಿದ್ದಾರೆ.: [711, 513, 872, 889]
- story-yaduveer-headline-2a: ಗುರುತಿಸೋದು ಬೆಟರ್:: [170, 1838, 537, 1895]
- story-tatkal-body: ಇನ್ಮುಂದೆ ತತ್ಕಾಲ್ ಟಿಕೆಟ್ ಬುಕ್ ಮಾಡಲು ಆಧಾರ್ ಕಡ್ಡಾಯ. ಹೌದು! ತತ್ಕಾಲ್ ಟಿಕೆಟ್‌ಗಳ ನ್ಯಾಯಯುತ ಮತ್ತು ಪಾರದರ್ಶಕ ಪ್ರವೇಶವನ್ನು ಖಚಿತಪಡಿಸಿಕೊಳ್ಳಲು ಮತ್ತು ನಿಜವಾದ ಪ್ರಯಾಣಿಕರ ಹಿತಾಸಕ್ತಿಗಳನ್ನು ಕಾಪಾಡುವ ಉದ್ದೇಶದಿಂದ, ಭಾರತೀಯ ರೈಲ್ವೆ ತತ್ಕಾಲ್ ಟಿಕೆಟ್ ಬುಕಿಂಗ್ ವ್ಯವಸ್ಥೆಯಲ್ಲಿ ಕೆಲವು ಪ್ರಮುಖ ಮಾರ್ಪಾಡುಗಳನ್ನು ಮಾಡಿದೆ. ಜುಲೈ 1 ರಿಂದ ತತ್ಕಾಲ್ ಟಿಕೆಟ್ ಬುಕ್ ಮಾಡಲು ಆಧಾರ್ ಕಡ್ಡಾಯಗೊಳಿಸಲಿದ್ದು, ಆಧಾರ್ ದೃಢೀಕೃತ ಬಳಕೆದಾರರು ಮಾತ್ರ: [17, 1458, 240, 1654]
- photo-station-platform: [15, 1234, 482, 1424]
- story-washington-col-4: ಒಳ್ಳೆಯವರ ಒಡನಾಟ ಅತ್ಯುತ್ತಮ ಎಂದು ಹೇಳಬಹುದು. ಒಳ್ಳೆಯವರು ಎಂದರೇನು ಎಂಬುದನ್ನು ಹಲವಾರು ಆಯಾಮಗಳಲ್ಲಿ ನೋಡಬೇಕಾಗುತ್ತದೆ. ಅದು ಅಷ್ಟು ಸುಲಭವಲ್ಲ. ಒಬ್ಬರ ಒಳ್ಳೆಯತನ ನಮ್ಮ ಮನಸ್ಸಿಗೆ ಹಿತ ನೀಡಬೇಕು, ನಮ್ಮ ನೆಮ್ಮದಿಗೆ ಪೂರಕವಾಗಬೇಕು ಮತ್ತು ನಮ್ಮ ಬದುಕಿಗೆ ಮಾರ್ಗದರ್ಶನ ಮಾಡುವಂತಿರಬೇಕು. ಆಗ ಏಂಟಿಕೆ ಬದುಕಿನ ಕ್ವಾಲಿಟಿ ಹೆಚ್ಚುತ್ತದೆ. ಈ ಸಂಕೀರ್ಣ ಸಮಾಜದಲ್ಲಿ ಆಯ್ಕೆಗಳು ಬಹಳಷ್ಟಿವೆ. ಜೊತೆಗೆ ಅನೇಕ ಅವಕಾಶಗಳೂ ಇವೆ. ಒತ್ತಡಗಳೂ ಇವೆ. ಅದರೂ ಎಲ್ಲರ ಜೊತೆ ಬೆರೆಯುತ್ತಾ, ನಮ್ಮ ವ್ಯಕ್ತಿತ್ವ ಬೆಳೆಸಿಕೊಳ್ಳುತ್ತಾ, ಕೆಟ್ಟವರ ಸಹವಾಸ ಬೇಡ ಎಂದು ದೂರ ಇರುತ್ತಾ ಒಳ್ಳೆಯವರ ಸಹವಾಸದಲ್ಲಿ ಸಾಗುವುದು ನಮ್ಮ ಜೀವನದ ಧ್ಯೇಯವಾಗಲಿ.: [1063, 264, 1263, 579]
- story-rupa-body: ರಾಜ್ಯ ಸರ್ಕಾರ ಗುರುವಾರ ಕೆಲವು ಐಎಎಸ್ ಹಾಗೂ ಐಪಿಎಸ್ ಅಧಿಕಾರಿಗಳನ್ನು ವರ್ಗಾವಣೆ ಮಾಡಿ ಆದೇಶ ಹೊರಡಿಸಿದೆ. ಐಪಿಎಸ್ ಅಧಿಕಾರಿ ಡಿ. ರೂಪಾ ಅವರನ್ನು ಬೆಂಗಳೂರು ಮೆಟ್ರೋ ಪಾಲಿಟನ್ ಟ್ರಾನ್ಸ್‌ಪೋರ್ಟ್ ಎಡಿಜಿಪಿ ಯಾಗಿ ವರ್ಗಾವಣೆ ಮಾಡಿದೆ. ಕೆಎಸ್‌ಆರ್‌ಟಿಸಿ ಮಹಾನಿರ್ದೇಶಕರನ್ನಾಗಿ ಅಕ್ರಂ ಪಾಷಾ: [17, 224, 217, 359]
- story-shakti-headline-1a: ಶಕ್ತಿ ಯೋಜನೆಗೆ ಎರಡು ವರ್ಷದ ಸಂಭ್ರಮ:: [949, 1788, 1351, 1822]
- story-rupa-headline-2: ಅಧಿಕಾರಿ ರೋಹಿಣಿ ವರ್ಗಾವಣೆ: [17, 146, 314, 182]
- story-shakti-col-2: ಎಂದು ಸಾರಿಗೆ ಸಚಿವ ರಾಮಲಿಂಗಾರೆಡ್ಡಿ ಹೇಳಿದ್ದಾರೆ. ಶಕ್ತಿ ಯೋಜನೆಯಿಂದ ಇತರ ರಾಜ್ಯಗಳ ಗಮನವನ್ನೂ ಸೆಳೆದಿದ್ದು, ಆಂಧ್ರಪ್ರದೇಶ ಸೇರಿ ಹಲವು ರಾಜ್ಯಗಳ ಅಧಿಕಾರಿಗಳು ಕರ್ನಾಟಕಕ್ಕೆ ಭೇಟಿ ನೀಡಿ ಯೋಜನೆಯ ಕುರಿತು ಮಾಹಿತಿ ಪಡೆದಿದ್ದಾರೆ. ಈ ಯೋಜನೆಯು ಧಾರ್ಮಿಕ ಕ್ಷೇತ್ರಗಳಿಗೆ ಭೇಟಿ ನೀಡುವವರ ಸಂಖ್ಯೆಯನ್ನೂ ಹೆಚ್ಚಿಸಿದ್ದು, ಪ್ರವಾಸೋದ್ಯಮಕ್ಕೂ ಲಾಭವಾಗಿದೆ.: [1202, 2111, 1494, 2226]
- story-railway-body: [17, 633, 226, 1063]
- svg-text:SCR: SCR: [348, 689, 379, 707]
- photo-officer-1: [225, 206, 354, 359]
- story-yaduveer-col-4: ಪ್ರವಾಸೋದ್ಯಮಕ್ಕೆ ಯೋಗ್ಯವಾದ ಸ್ಥಳ ಗುರುತಿಸಲು ಈಗಾಗಲೇ ಚರ್ಚೆ ನಡೆದಿದೆ. ಜೀವವೈವಿಧ್ಯ ಸೂಕ್ಷ್ಮ ವಲಯದಲ್ಲಿ ಯಾವುದೇ ಯೋಜನೆ ಜಾರಿಯಾದರೆ ಪರಿಸರಕ್ಕೆ ದೊಡ್ಡ ಅಪಾಯವಾಗಲಿದೆ. ನಮ್ಮ ಪಕ್ಷ ಮತ್ತು ರೈತ ಸಂಘಟನೆಗಳ ವಿರೋಧದ ನಡುವೆಯೂ ಸರ್ಕಾರ ಈ ಯೋಜನೆಯನ್ನು ಬೇರೆಡೆಗೆ ಸ್ಥಳಾಂತರಿಸಿ, ಪ್ರವಾಸೋದ್ಯಮ ಬೆಳವಣಿಗೆಗೆ ಸಹಕಾರಿಯಾಗುವಂತೆ ಮಾಡಲಿ ಎಂದು ತಿಳಿಸಿದರು.: [675, 2286, 900, 2442]
- story-chamundi-headline-2a: ದರ್ಶನಕ್ಕೆ: [575, 1135, 703, 1187]
- photo-chamundi-temple: [1226, 1077, 1492, 1245]
- story-chamundi-col-4: ಕಾಯುವವರಿಗೆ ಕುಡಿಯುವ ನೀರು ಮತ್ತು ಶೌಚಾಲಯ ಸೌಲಭ್ಯಗಳಂತಹ ಮೂಲಭೂತ ಸೌಕರ್ಯಗಳನ್ನು ಒದಗಿಸಲಾಗುವುದು. ಜನಸಂದಣಿಯನ್ನು ನಿರ್ವಹಿಸಲು ಮತ್ತು ಸುರಕ್ಷತೆಯನ್ನು ಖಚಿತಪಡಿಸಿಕೊಳ್ಳಲು ಸಾಕಷ್ಟು ಪೊಲೀಸ್ ಸಿಬ್ಬಂದಿಯನ್ನು ನಿಯೋಜಿಸಲಾಗುವುದು ಮತ್ತು ಬೆಟ್ಟದ ಮೇಲೆ ಖಾಸಗಿ ವಾಹನಗಳನ್ನು ನಿಷೇಧಿಸಲಾಗುವುದು.: [1226, 1254, 1492, 1369]
- masthead-rule-accent: [0, 101, 1504, 103]
- divider: [0, 1068, 1504, 1071]
- story-shakti-headline-2: 474.82 ಕೋಟಿ ನಾರಿಯರ ಉಚಿತ ಪ್ರಯಾಣ: [919, 1838, 1486, 1881]
